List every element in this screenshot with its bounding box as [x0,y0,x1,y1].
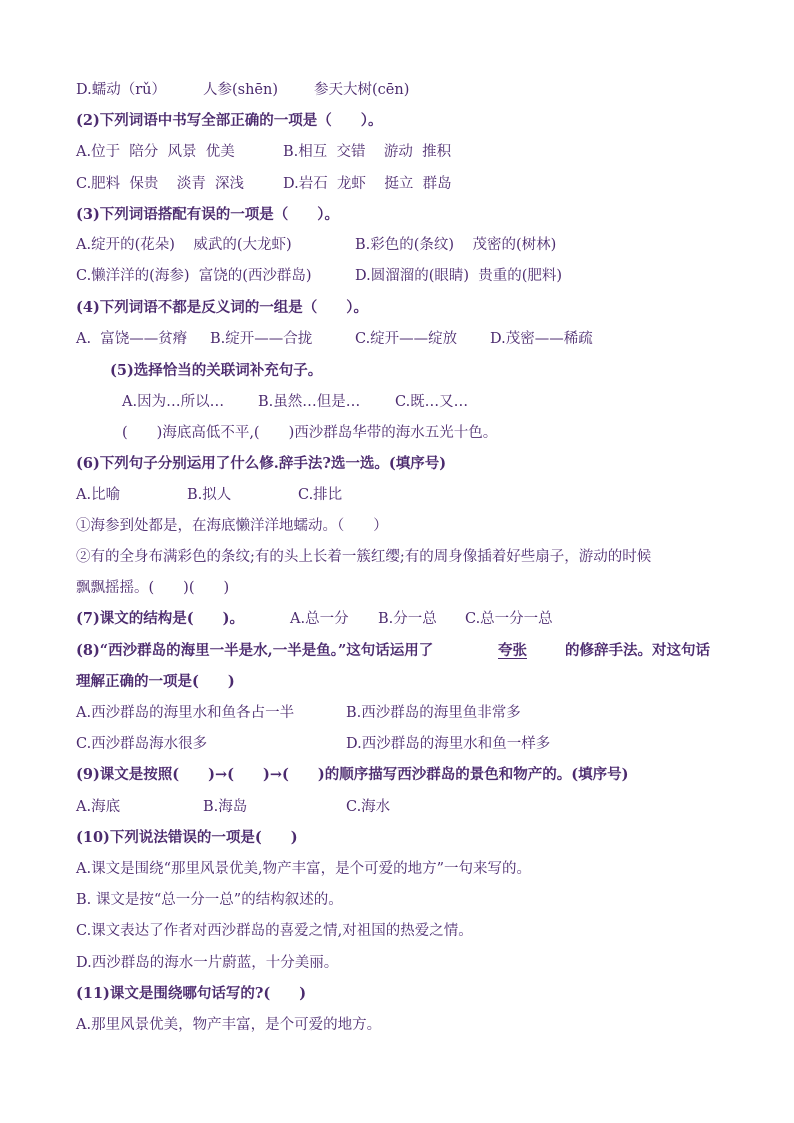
question-7-option-b: B.分一总 [378,611,437,627]
question-4-title: (4)下列词语不都是反义词的一组是（ ）。 [76,299,369,316]
question-4-option-b: B.绽开——合拢 [210,331,313,347]
question-6-sentence-2: ②有的全身布满彩色的条纹;有的头上长着一簇红缨;有的周身像插着好些扇子，游动的时候 [76,549,652,565]
question-3-options-cd [0,266,794,288]
question-4-option-c: C.绽开——绽放 [355,331,458,347]
question-3-option-b: B.彩色的(条纹) 茂密的(树林) [355,237,557,253]
question-3-option-a: A.绽开的(花朵) 威武的(大龙虾) [76,237,292,253]
question-2-option-b: B.相互 交错 游动 推积 [283,144,452,160]
question-6-option-a: A.比喻 [76,487,121,503]
question-2-option-d: D.岩石 龙虾 挺立 群岛 [283,176,452,192]
question-5-option-b: B.虽然…但是… [258,394,361,410]
question-2-option-c: C.肥料 保贵 淡青 深浅 [76,176,245,192]
question-2-options-ab [0,142,794,164]
question-10-title: (10)下列说法错误的一项是( ) [76,829,298,846]
question-8-option-c: C.西沙群岛海水很多 [76,736,208,752]
option-d-item-2: 人参(shēn) [203,82,279,98]
question-2-options-cd [0,174,794,196]
question-6-sentence-2-continued: 飘飘摇摇。( )( ) [76,580,230,596]
question-2-option-a: A.位于 陪分 风景 优美 [76,144,235,160]
option-d-item-3: 参天大树(cēn) [314,82,410,98]
question-8-option-b: B.西沙群岛的海里鱼非常多 [346,705,521,721]
question-8-title-row [0,641,794,663]
question-9-title: (9)课文是按照( )→( )→( )的顺序描写西沙群岛的景色和物产的。(填序号) [76,766,629,783]
question-9-option-a: A.海底 [76,799,121,815]
question-6-option-c: C.排比 [298,487,343,503]
question-8-filled-answer: 夸张 [498,642,527,659]
question-3-option-d: D.圆溜溜的(眼睛) 贵重的(肥料) [355,268,563,284]
question-4-option-a: A. 富饶——贫瘠 [76,331,188,347]
question-5-option-a: A.因为…所以… [122,394,225,410]
question-8-title-part-2: 的修辞手法。对这句话 [565,642,710,659]
question-5-option-c: C.既…又… [395,394,469,410]
option-row-1d [0,80,794,102]
question-11-option-a: A.那里风景优美，物产丰富，是个可爱的地方。 [76,1017,382,1033]
question-7-row [0,609,794,631]
question-2-title: (2)下列词语中书写全部正确的一项是（ ）。 [76,112,383,129]
question-3-options-ab [0,235,794,257]
option-d-item-1: D.蠕动（rǔ） [76,82,166,98]
question-7-option-a: A.总一分 [290,611,349,627]
question-5-title: (5)选择恰当的关联词补充句子。 [110,362,323,379]
question-8-title-continued: 理解正确的一项是( ) [76,673,235,690]
question-6-sentence-1: ①海参到处都是，在海底懒洋洋地蠕动。（ ） [76,518,388,534]
question-3-title: (3)下列词语搭配有误的一项是（ ）。 [76,206,340,223]
question-5-sentence: ( )海底高低不平,( )西沙群岛华带的海水五光十色。 [122,425,498,441]
question-6-options [0,485,794,507]
question-7-title: (7)课文的结构是( )。 [76,610,245,627]
question-4-option-d: D.茂密——稀疏 [490,331,593,347]
question-8-options-cd [0,734,794,756]
question-10-option-b: B. 课文是按“总一分一总”的结构叙述的。 [76,892,343,908]
question-8-title-part-1: (8)“西沙群岛的海里一半是水,一半是鱼。”这句话运用了 [76,642,434,659]
question-10-option-a: A.课文是围绕“那里风景优美,物产丰富，是个可爱的地方”一句来写的。 [76,861,532,877]
question-6-option-b: B.拟人 [187,487,232,503]
question-10-option-c: C.课文表达了作者对西沙群岛的喜爱之情,对祖国的热爱之情。 [76,923,473,939]
question-11-title: (11)课文是围绕哪句话写的?( ) [76,985,307,1002]
question-7-option-c: C.总一分一总 [465,611,553,627]
question-8-option-a: A.西沙群岛的海里水和鱼各占一半 [76,705,295,721]
question-9-option-c: C.海水 [346,799,391,815]
question-10-option-d: D.西沙群岛的海水一片蔚蓝，十分美丽。 [76,955,339,971]
question-5-options [0,392,794,414]
question-6-title: (6)下列句子分别运用了什么修.辞手法?选一选。(填序号) [76,455,447,472]
question-8-options-ab [0,703,794,725]
question-8-option-d: D.西沙群岛的海里水和鱼一样多 [346,736,551,752]
question-3-option-c: C.懒洋洋的(海参) 富饶的(西沙群岛) [76,268,312,284]
question-4-options [0,329,794,351]
question-9-options [0,797,794,819]
question-9-option-b: B.海岛 [203,799,248,815]
